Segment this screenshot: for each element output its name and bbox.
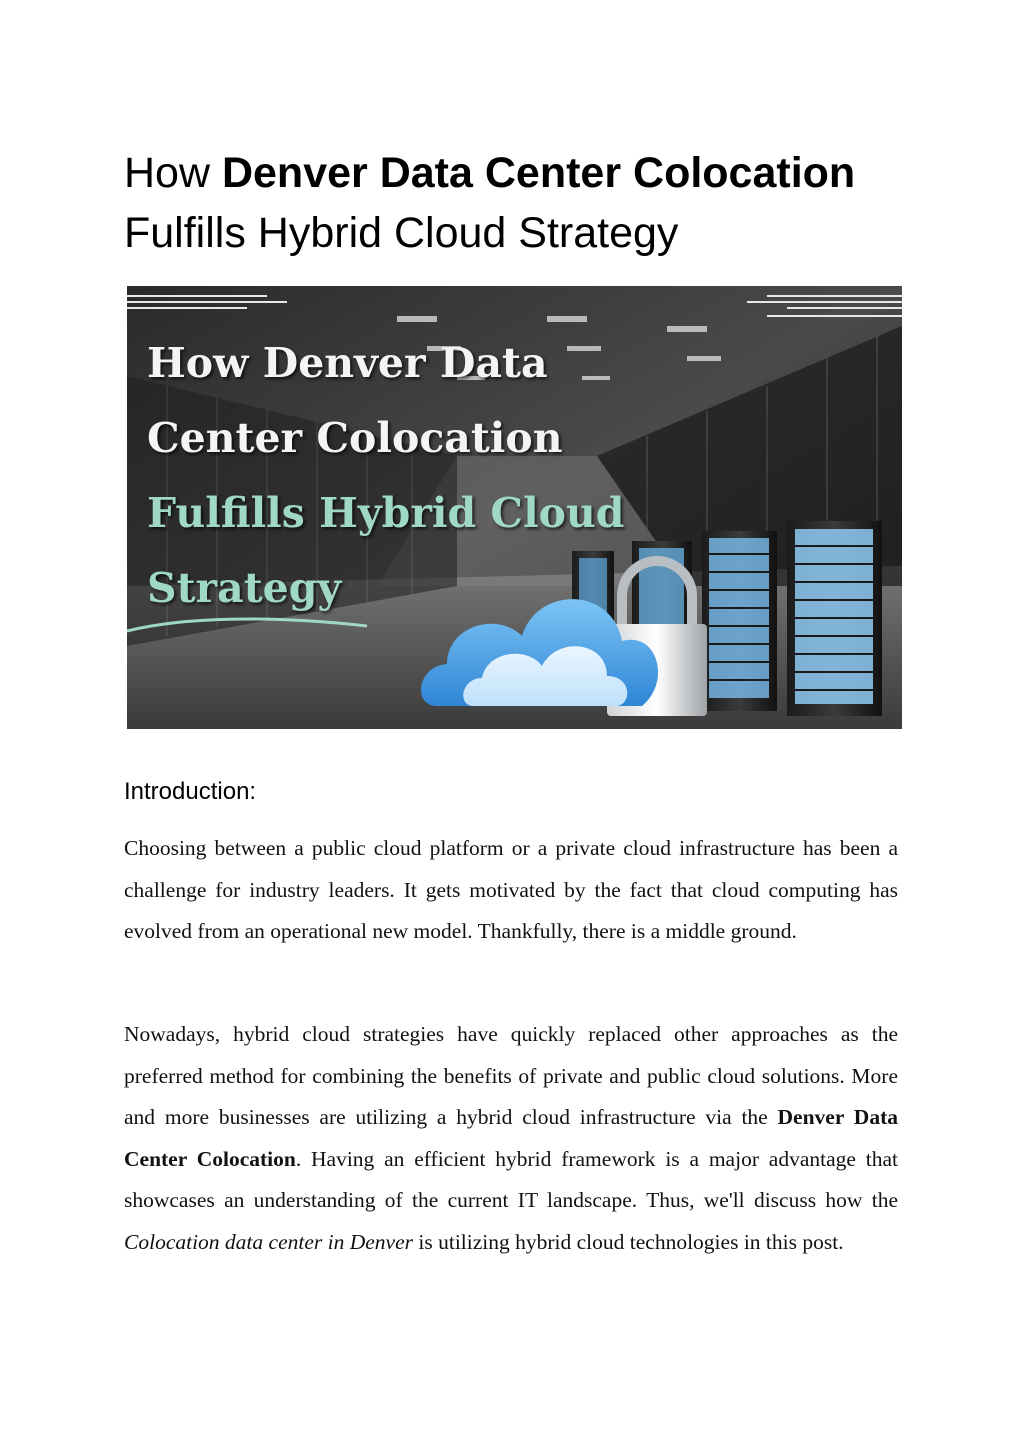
hero-headline	[147, 326, 647, 626]
p2-bold-link: Denver Data Center Colocation	[124, 1105, 898, 1171]
paragraph-2	[124, 1014, 898, 1263]
p2-text-b: . Having an efficient hybrid framework is a major advantage that showcases an understanding of the current IT landscape. Thus, we'll discuss how the	[124, 1146, 898, 1212]
title-suffix: Fulfills Hybrid Cloud Strategy	[124, 209, 679, 257]
hero-line-4: Strategy	[147, 564, 342, 612]
p2-italic: Colocation data center in Denver	[124, 1229, 413, 1254]
hero-image	[127, 286, 902, 729]
p2-text-c: is utilizing hybrid cloud technologies in this post.	[413, 1229, 844, 1254]
title-prefix: How	[124, 149, 222, 197]
paragraph-1: Choosing between a public cloud platform or a private cloud infrastructure has been a challenge for industry leaders. It gets motivated by the fact that cloud computing has evolved from an operational new model. Thankfully, there is a middle ground.	[124, 836, 898, 943]
p2-text-a: Nowadays, hybrid cloud strategies have quickly replaced other approaches as the preferred method for combining the benefits of private and public cloud solutions. More and more businesses are utilizing a hybrid cloud infrastructure via the	[124, 1022, 898, 1129]
title-bold: Denver Data Center Colocation	[221, 149, 856, 197]
intro-heading: Introduction:	[124, 778, 257, 805]
hero-line-2: Center Colocation	[147, 414, 563, 462]
hero-line-3: Fulfills Hybrid Cloud	[147, 489, 625, 537]
page-title	[124, 143, 914, 263]
hero-line-1: How Denver Data	[147, 339, 548, 387]
